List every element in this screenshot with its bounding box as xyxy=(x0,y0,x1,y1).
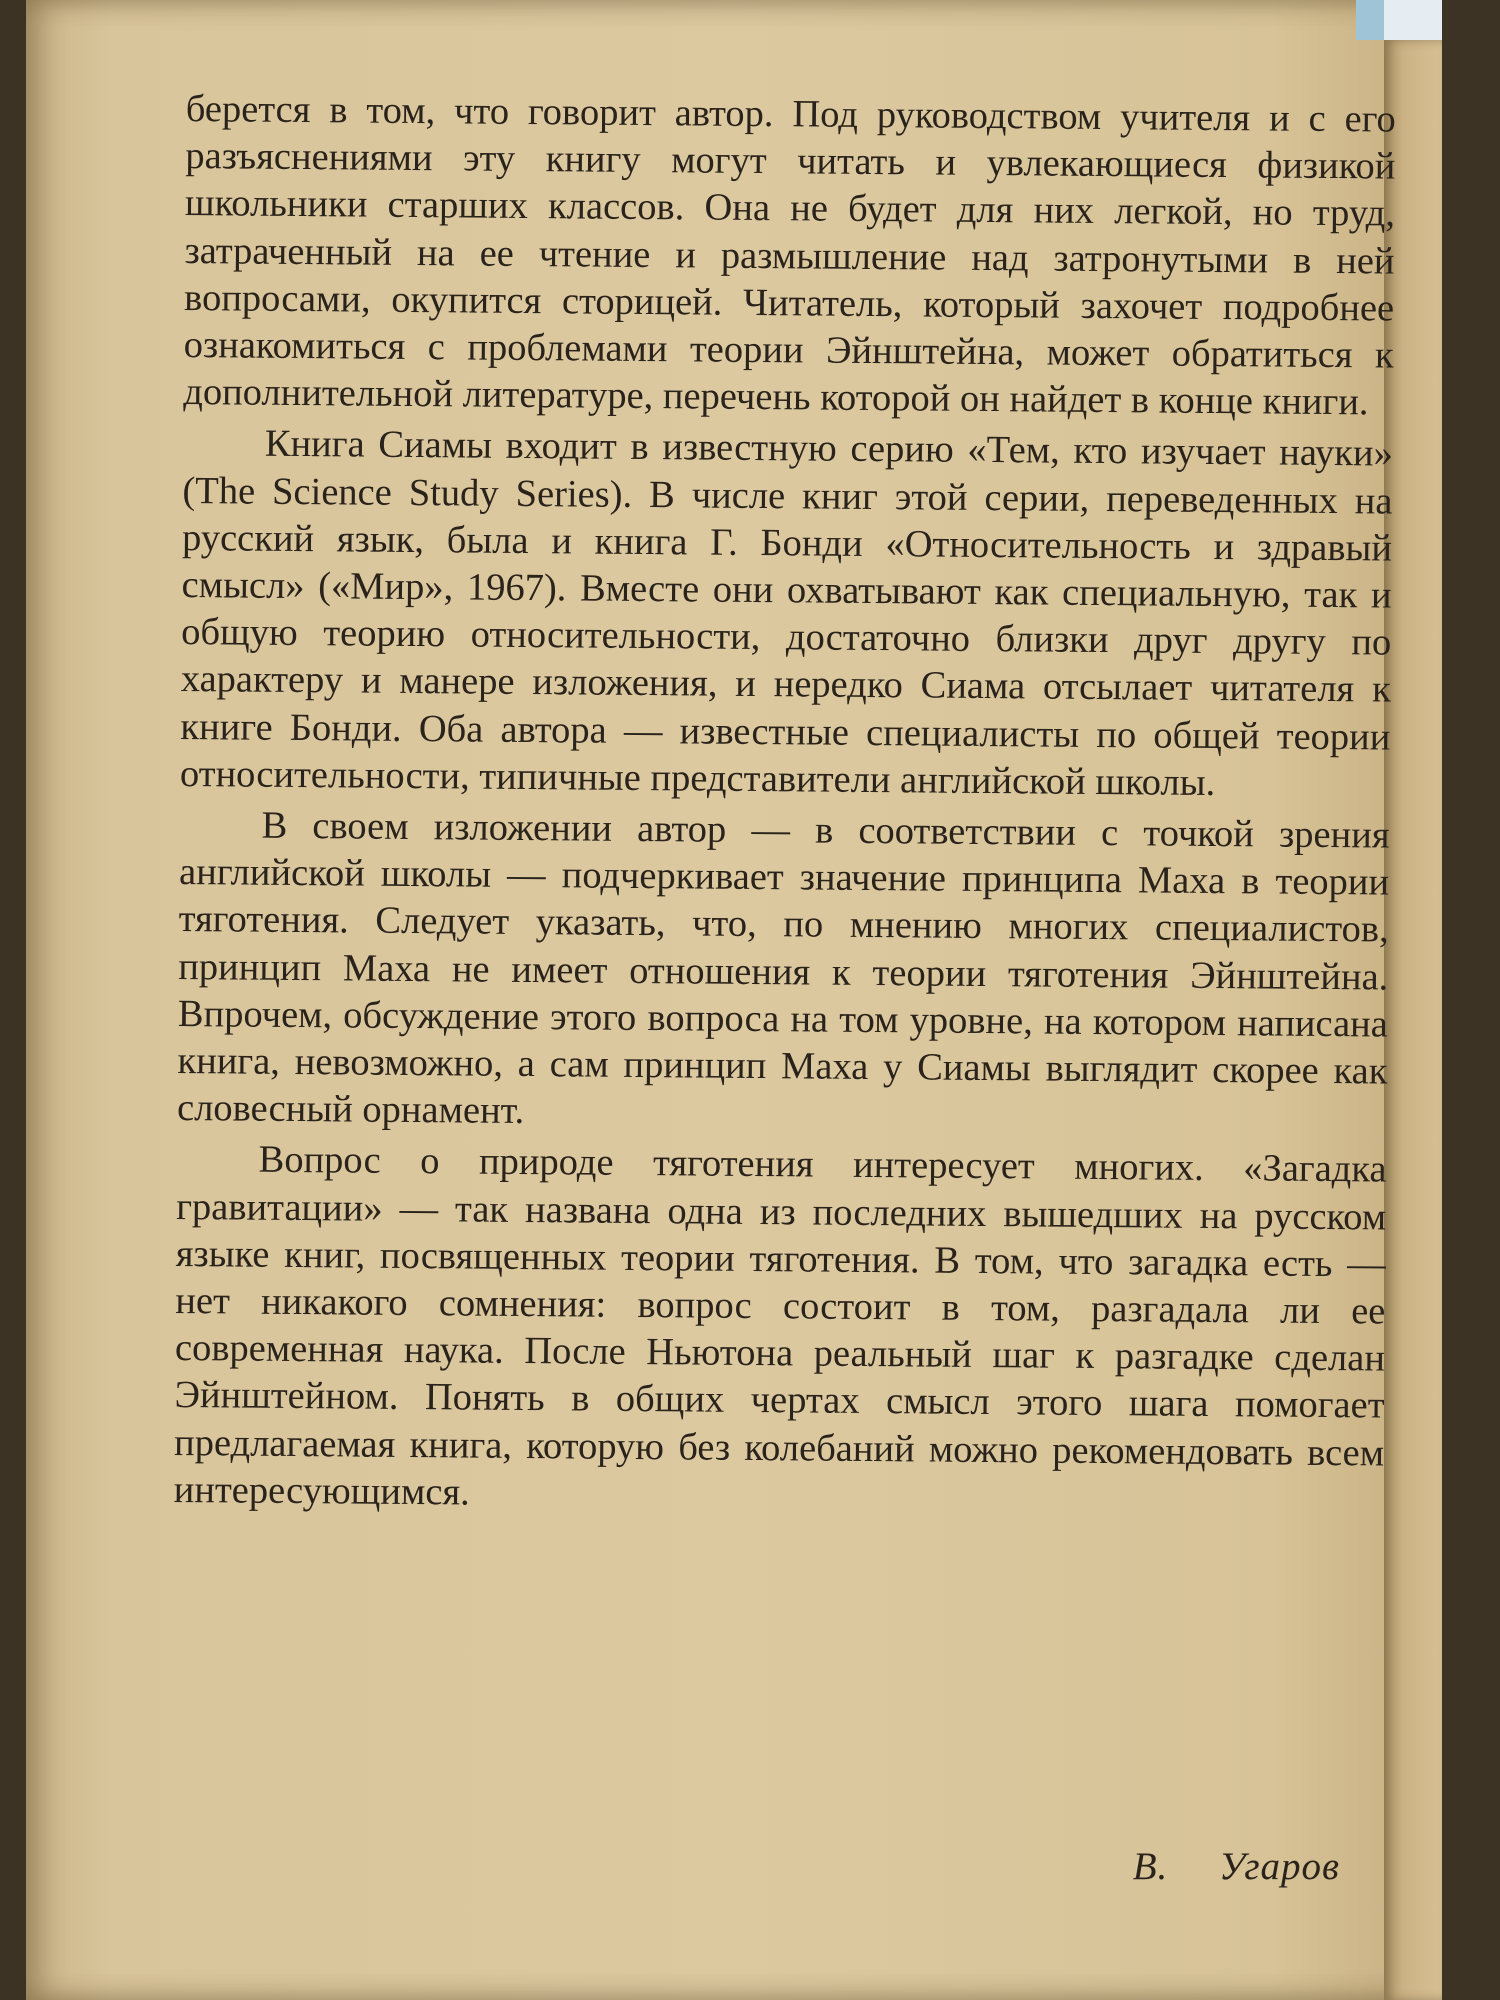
background-object xyxy=(1356,0,1384,40)
paragraph-2: Книга Сиамы входит в известную серию «Тем, кто изучает науки» (The Science Study Series). В числе книг этой серии, переведенных на русский язык, была и книга Г. Бонди «Относительность и здравый смысл» («Мир», 1967). Вместе они охватывают как специальную, так и общую теорию относительности, достаточно близки друг другу по характеру и манере изложения, и нередко Сиама отсылает читателя к книге Бонди. Оба автора — известные специалисты по общей теории относительности, типичные представители английской школы. xyxy=(179,423,1394,804)
author-signature: В. Угаров xyxy=(1132,1845,1340,1888)
paragraph-3: В своем изложении автор — в соответствии с точкой зрения английской школы — подчеркивает значение принципа Маха в теории тяготения. Следует указать, что, по мнению многих специалистов, принцип Маха не имеет отношения к теории тяготения Эйнштейна. Впрочем, обсуждение этого вопроса на том уровне, на котором написана книга, невозможно, а сам принцип Маха у Сиамы выглядит скорее как словесный орнамент. xyxy=(176,804,1390,1133)
paragraph-4: Вопрос о природе тяготения интересует многих. «Загадка гравитации» — так названа одна из последних вышедших на русском языке книг, посвященных теории тяготения. В том, что загадка есть — нет никакого сомнения: вопрос состоит в том, разгадала ли ее современная наука. После Ньютона реальный шаг к разгадке сделан Эйнштейном. Понять в общих чертах смысл этого шага помогает предлагаемая книга, которую без колебаний можно рекомендовать всем интересующимся. xyxy=(173,1139,1387,1514)
background-corner xyxy=(1384,0,1442,40)
paragraph-1: берется в том, что говорит автор. Под руководством учителя и с его разъяснениями эту книгу могут читать и увлекающиеся физикой школьники старших классов. Она не будет для них легкой, но труд, затраченный на ее чтение и размышление над затронутыми в ней вопросами, окупится сторицей. Читатель, который захочет подробнее ознакомиться с проблемами теории Эйнштейна, может обратиться к дополнительной литературе, перечень которой он найдет в конце книги. xyxy=(183,87,1396,424)
body-text xyxy=(174,86,1396,1529)
